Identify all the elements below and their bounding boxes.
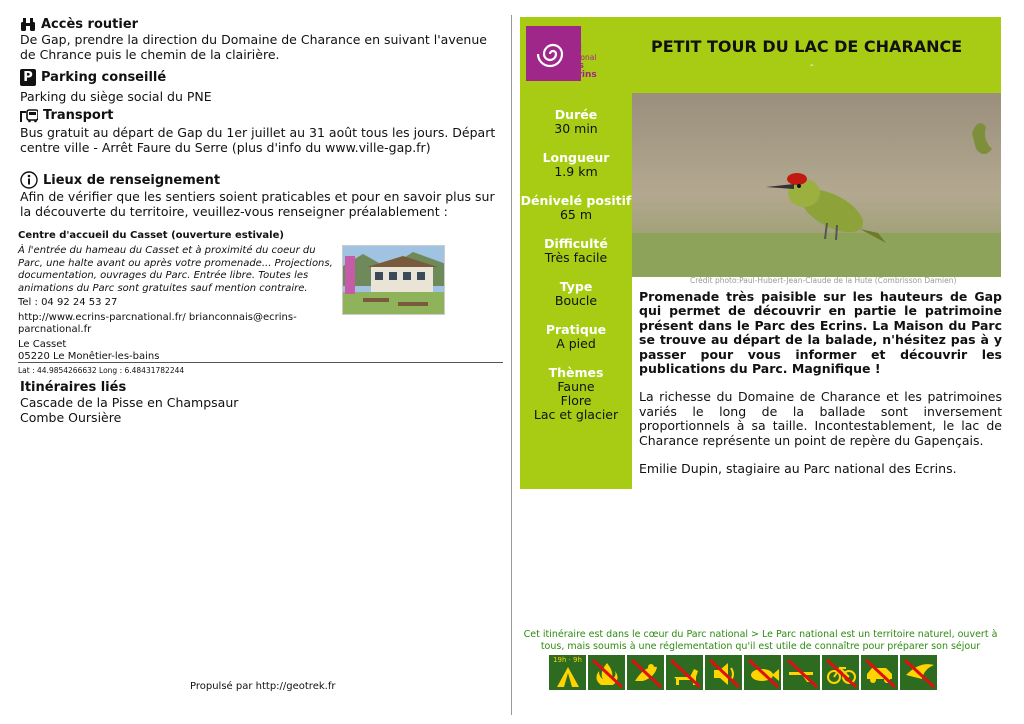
no-bike-icon <box>821 654 860 691</box>
park-logo <box>526 26 597 81</box>
no-vehicle-icon <box>860 654 899 691</box>
logo-line-1: Parc national <box>566 44 597 62</box>
info-text: Afin de vérifier que les sentiers soient praticables et pour en savoir plus sur la découverte du territoire, veuillez-vous renseigner préalablement : <box>20 189 495 219</box>
no-fire-icon <box>587 654 626 691</box>
fact-practice: Pratique A pied <box>545 322 607 351</box>
column-divider <box>511 15 512 715</box>
related-item[interactable]: Cascade de la Pisse en Champsaur <box>20 395 239 410</box>
centre-address-1: Le Casset <box>18 338 67 350</box>
left-column <box>0 0 510 724</box>
photo-credit: Crédit photo:Paul-Hubert-Jean-Claude de la Hute (Combrisson Damien) <box>690 276 957 285</box>
related-title: Itinéraires liés <box>20 380 127 395</box>
powered-by[interactable]: Propulsé par http://geotrek.fr <box>190 681 336 692</box>
info-icon <box>20 171 38 189</box>
transport-title: Transport <box>43 108 114 123</box>
no-dogs-icon <box>665 654 704 691</box>
camping-icon <box>548 654 587 691</box>
related-section <box>20 380 504 425</box>
description-paragraph: La richesse du Domaine de Charance et les patrimoines variés le long de la ballade sont inversement proportionnels à sa taille. Incontestablement, le lac de Charance représente un point de repère du Gapençais. <box>639 389 1002 448</box>
trail-facts <box>520 93 632 489</box>
centre-photo <box>342 245 445 315</box>
access-title: Accès routier <box>41 17 139 32</box>
info-title: Lieux de renseignement <box>43 172 221 188</box>
trail-description <box>639 290 1002 490</box>
centre-phone: Tel : 04 92 24 53 27 <box>18 297 118 308</box>
trail-photo <box>632 93 1001 277</box>
centre-description: À l'entrée du hameau du Casset et à proximité du coeur du Parc, une halte avant ou après votre promenade... Projections, documentation, ouvrages du Parc. Entrée libre. Toutes les animations du Parc sont gratuites sauf mention contraire. <box>18 245 333 294</box>
transport-text: Bus gratuit au départ de Gap du 1er juillet au 31 août tous les jours. Départ centre ville - Arrêt Faure du Serre (plus d'info du www.ville-gap.fr) <box>20 125 496 155</box>
trail-header <box>520 17 1001 93</box>
parking-icon: P <box>20 69 36 86</box>
fact-type: Type Boucle <box>554 279 598 308</box>
access-text: De Gap, prendre la direction du Domaine de Charance en suivant l'avenue de Chrance puis le chemin de la clairière. <box>20 32 487 62</box>
no-flying-icon <box>899 654 938 691</box>
info-section <box>20 171 504 219</box>
fact-elevation: Dénivelé positif 65 m <box>520 193 632 222</box>
no-fishing-icon <box>743 654 782 691</box>
centre-coords: Lat : 44.9854266632 Long : 6.48431782244 <box>18 365 185 375</box>
centre-web[interactable]: http://www.ecrins-parcnational.fr/ brianconnais@ecrins-parcnational.fr <box>18 311 297 335</box>
description-author: Emilie Dupin, stagiaire au Parc national des Ecrins. <box>639 461 957 477</box>
regulation-icons <box>548 654 938 691</box>
no-hunting-icon <box>782 654 821 691</box>
subtitle-dash: - <box>810 60 814 71</box>
fact-length: Longueur 1.9 km <box>542 150 610 179</box>
page-title: PETIT TOUR DU LAC DE CHARANCE <box>651 37 963 56</box>
no-picking-icon <box>626 654 665 691</box>
transport-section <box>20 108 504 155</box>
centre-address-2: 05220 Le Monêtier-les-bains <box>18 351 160 362</box>
access-section <box>20 17 504 62</box>
bus-icon <box>20 108 38 123</box>
fact-duration: Durée 30 min <box>554 107 598 136</box>
binoculars-icon <box>20 17 36 32</box>
camping-hours: 19h · 9h <box>553 656 582 664</box>
parking-title: Parking conseillé <box>41 70 167 85</box>
related-item[interactable]: Combe Oursière <box>20 410 122 425</box>
centre-title: Centre d'accueil du Casset (ouverture estivale) <box>18 230 284 241</box>
fact-themes: Thèmes Faune Flore Lac et glacier <box>533 365 619 422</box>
description-intro: Promenade très paisible sur les hauteurs de Gap qui permet de découvrir en partie le patrimoine présent dans le Parc des Ecrins. La Maison du Parc se trouve au départ de la balade, n'hésitez pas à y passer pour vous informer et découvrir les publications du Parc. Magnifique ! <box>639 289 1002 377</box>
fact-difficulty: Difficulté Très facile <box>544 236 608 265</box>
divider-line <box>18 362 503 363</box>
no-noise-icon <box>704 654 743 691</box>
visitor-centre <box>18 230 504 375</box>
logo-line-2: des Ecrins <box>566 61 597 80</box>
parking-text: Parking du siège social du PNE <box>20 89 212 104</box>
parking-section <box>20 69 504 104</box>
regulation-notice: Cet itinéraire est dans le cœur du Parc national > Le Parc national est un territoire naturel, ouvert à tous, mais soumis à une réglementation qu'il est utile de connaître pour préparer son séjour <box>523 629 998 652</box>
